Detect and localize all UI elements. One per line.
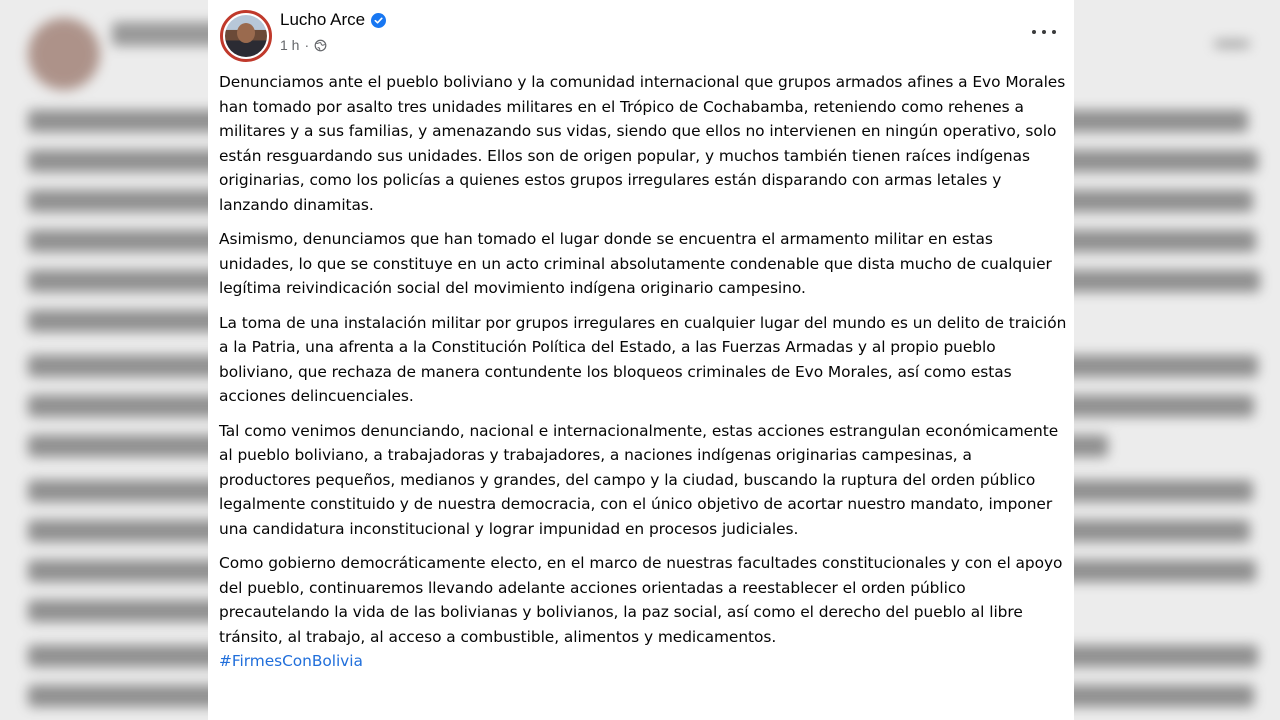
hashtag-link[interactable]: #FirmesConBolivia: [219, 652, 363, 670]
author-avatar[interactable]: [220, 10, 272, 62]
post-paragraph: Como gobierno democráticamente electo, en el marco de nuestras facultades constitucionales y con el apoyo del pueblo, continuaremos llevando adelante acciones orientadas a reestablecer el orden público precautelando la vida de las bolivianas y bolivianos, la paz social, así como el derecho del pueblo al libre tránsito, al trabajo, al acceso a combustible, alimentos y medicamentos.: [219, 554, 1063, 646]
more-options-icon[interactable]: [1032, 26, 1056, 38]
post-paragraph: La toma de una instalación militar por grupos irregulares en cualquier lugar del mundo es un delito de traición a la Patria, una afrenta a la Constitución Política del Estado, a las Fuerzas Armadas y al propio pueblo boliviano, que rechaza de manera contundente los bloqueos criminales de Evo Morales, así como estas acciones delincuenciales.: [219, 313, 1067, 405]
post-timestamp[interactable]: 1 h: [280, 37, 300, 53]
author-name[interactable]: Lucho Arce: [280, 10, 366, 29]
author-header: [280, 10, 386, 30]
meta-separator: ·: [304, 37, 310, 53]
post-body: [219, 70, 1067, 674]
post-meta: [280, 37, 327, 53]
verified-badge-icon: [371, 13, 386, 28]
globe-icon[interactable]: [314, 39, 327, 52]
post-paragraph: Asimismo, denunciamos que han tomado el lugar donde se encuentra el armamento militar en estas unidades, lo que se constituye en un acto criminal absolutamente condenable que dista mucho de cualquier legítima reivindicación social del movimiento indígena originario campesino.: [219, 230, 1052, 297]
post-paragraph: Denunciamos ante el pueblo boliviano y la comunidad internacional que grupos armados afines a Evo Morales han tomado por asalto tres unidades militares en el Trópico de Cochabamba, reteniendo como rehenes a militares y a sus familias, y amenazando sus vidas, siendo que ellos no intervienen en ningún operativo, solo están resguardando sus unidades. Ellos son de origen popular, y muchos también tienen raíces indígenas originarias, como los policías a quienes estos grupos irregulares están disparando con armas letales y lanzando dinamitas.: [219, 73, 1066, 214]
post-paragraph: Tal como venimos denunciando, nacional e internacionalmente, estas acciones estrangulan económicamente al pueblo boliviano, a trabajadoras y trabajadores, a naciones indígenas originarias campesinas, a productores pequeños, medianos y grandes, del campo y la ciudad, buscando la ruptura del orden público legalmente constituido y de nuestra democracia, con el único objetivo de acortar nuestro mandato, imponer una candidatura inconstitucional y lograr impunidad en procesos judiciales.: [219, 421, 1059, 538]
post-card: [208, 0, 1074, 720]
